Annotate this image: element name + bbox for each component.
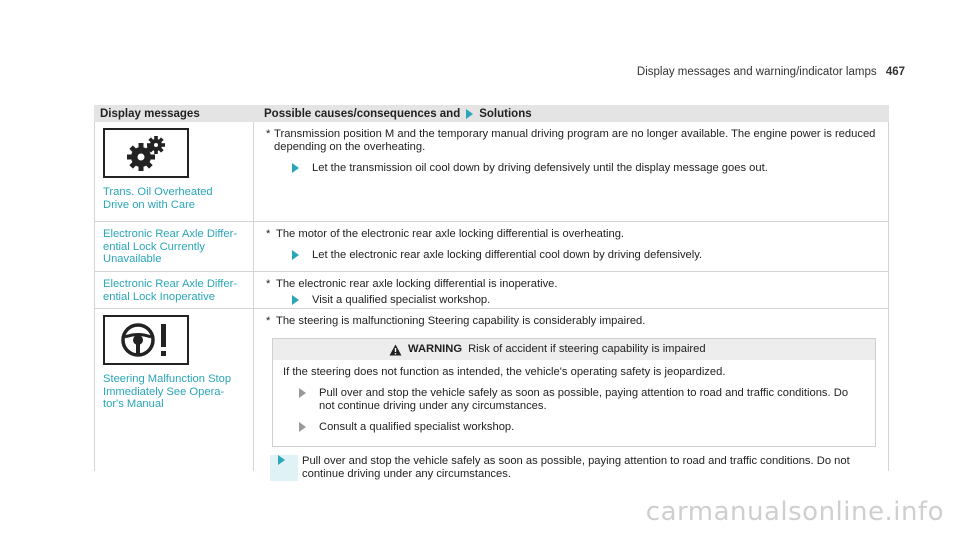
table-header	[94, 105, 889, 122]
cause-text: The motor of the electronic rear axle locking differential is overheating.	[276, 228, 625, 240]
cause-cell: * The motor of the electronic rear axle locking differential is overheating. Let the electronic rear axle locking differential cool down by driving defensively.	[254, 222, 889, 271]
cause-text: Transmission position M and the temporary manual driving program are no longer available. The engine power is reduced depending on the overheating.	[274, 128, 876, 153]
cause-text: The steering is malfunctioning Steering capability is considerably impaired.	[276, 315, 646, 327]
warning-text: If the steering does not function as intended, the vehicle's operating safety is jeopardized.	[283, 366, 726, 378]
message-cell	[94, 222, 254, 271]
section-title: Display messages and warning/indicator lamps	[636, 66, 877, 78]
arrow-right-icon	[297, 387, 319, 413]
page-number: 467	[885, 66, 905, 78]
message-line: Electronic Rear Axle Differ-	[103, 228, 238, 240]
warning-header	[273, 339, 875, 360]
table-row	[94, 122, 889, 222]
message-cell	[94, 122, 254, 221]
solution-step: Let the transmission oil cool down by driving defensively until the display message goes out.	[290, 162, 882, 177]
cause-cell: * The steering is malfunctioning Steering capability is considerably impaired. WARNING Risk of accident if steering capability is impaired If the steering does not function as intended, the vehicle's operating safety is jeopardized. Pull over and stop the vehicle safely as soon as possible, paying attention to road and traffic conditions. Do not continue driving under any circumstances. Consult a qualified specialist workshop. Pull over and stop the vehicle safely as soon as possible, paying attention to road and traffic conditions. Do not continue driving under any circumstances.	[254, 309, 889, 471]
warning-step: Consult a qualified specialist workshop.	[297, 421, 865, 436]
message-cell	[94, 309, 254, 471]
arrow-right-icon	[290, 249, 312, 264]
messages-table	[94, 105, 889, 480]
solution-step: Let the electronic rear axle locking differential cool down by driving defensively.	[290, 249, 882, 264]
warning-label: WARNING	[408, 343, 463, 355]
message-cell	[94, 272, 254, 308]
page-header	[637, 66, 905, 78]
table-row	[94, 272, 889, 309]
warning-triangle-icon	[389, 344, 402, 356]
watermark: carmanualsonline.info	[645, 497, 944, 527]
message-line: Unavailable	[103, 253, 162, 265]
table-row	[94, 222, 889, 272]
gears-icon	[103, 128, 189, 178]
message-line: ential Lock Currently	[103, 240, 205, 253]
warning-box	[272, 338, 876, 447]
message-line: Drive on with Care	[103, 198, 196, 211]
solution-step: Visit a qualified specialist workshop.	[290, 294, 882, 309]
cause-cell: * Transmission position M and the temporary manual driving program are no longer available. The engine power is reduced depending on the overheating. Let the transmission oil cool down by driving defensively until the display message goes out.	[254, 122, 889, 221]
cause-cell: * The electronic rear axle locking differential is inoperative. Visit a qualified specialist workshop.	[254, 272, 889, 308]
warning-title: Risk of accident if steering capability is impaired	[468, 343, 706, 355]
message-line: Electronic Rear Axle Differ-	[103, 278, 238, 290]
arrow-right-icon	[466, 109, 473, 119]
col-causes-solutions: Possible causes/consequences and Solutions	[264, 107, 532, 120]
arrow-right-icon	[290, 162, 312, 177]
message-line: ential Lock Inoperative	[103, 290, 215, 303]
steering-wheel-exclamation-icon	[103, 315, 189, 365]
message-line: Immediately See Opera-	[103, 385, 225, 398]
warning-step: Pull over and stop the vehicle safely as soon as possible, paying attention to road and traffic conditions. Do not continue driving under any circumstances.	[297, 387, 865, 413]
message-line: Steering Malfunction Stop	[103, 373, 232, 385]
message-line: Trans. Oil Overheated	[103, 186, 213, 198]
table-row	[94, 309, 889, 480]
arrow-right-icon	[270, 455, 298, 481]
arrow-right-icon	[290, 294, 312, 309]
cause-text: The electronic rear axle locking differential is inoperative.	[276, 278, 558, 290]
col-display-messages: Display messages	[100, 107, 200, 120]
message-line: tor's Manual	[103, 398, 164, 410]
solution-step: Pull over and stop the vehicle safely as soon as possible, paying attention to road and traffic conditions. Do not continue driving under any circumstances.	[270, 455, 882, 481]
arrow-right-icon	[297, 421, 319, 436]
